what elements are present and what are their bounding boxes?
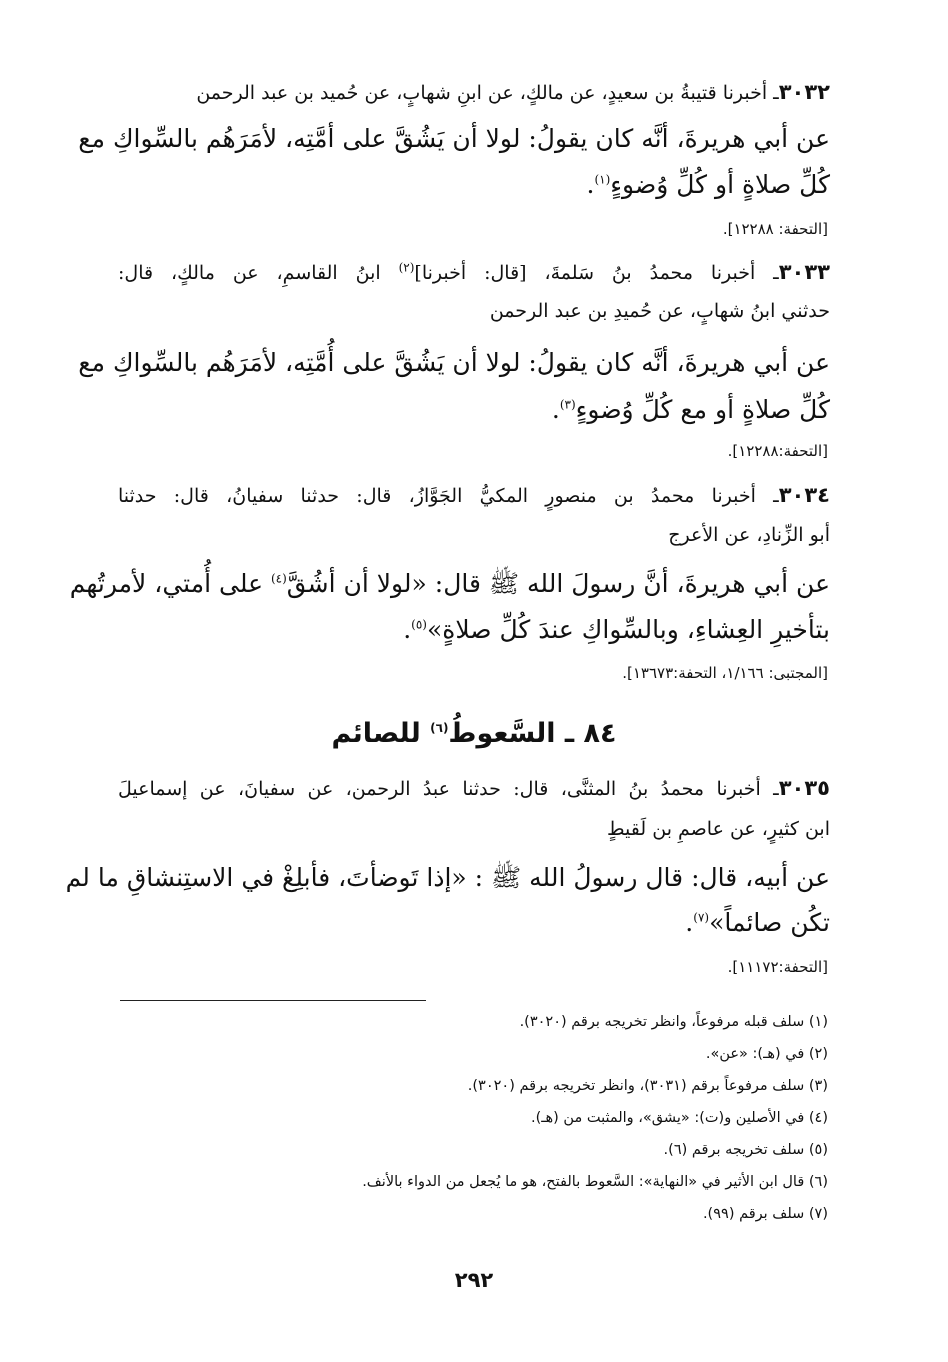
hadith-3033-reference: [التحفة:١٢٢٨٨]. — [727, 442, 828, 460]
matn-text: . — [403, 615, 412, 644]
hadith-3035-matn-line-1: عن أبيه، قال: قال رسولُ الله ﷺ : «إذا تَوضأتَ، فأبلِغْ في الاستِنشاقِ ما لم — [65, 863, 830, 892]
matn-text: كُلِّ صلاةٍ أو كُلِّ وُضوءٍ — [610, 170, 830, 199]
hadith-3034-matn-line-2 — [118, 615, 830, 644]
footnote-ref: (٦) — [430, 721, 449, 735]
hadith-number: ٣٠٣٥ — [778, 776, 830, 800]
footnote-4: (٤) في الأصلين و(ت): «يشق»، والمثبت من (هـ). — [530, 1110, 828, 1126]
footnote-ref: (٧) — [693, 910, 710, 925]
matn-text: كُلِّ صلاةٍ أو مع كُلِّ وُضوءٍ — [575, 395, 830, 424]
chapter-title: للصائم — [331, 718, 431, 749]
matn-text: على أُمتي، لأمرتُهم — [69, 569, 271, 598]
page-number: ٢٩٢ — [454, 1268, 494, 1292]
footnote-3: (٣) سلف مرفوعاً برقم (٣٠٣١)، وانظر تخريجه برقم (٣٠٢٠). — [467, 1078, 828, 1094]
hadith-3034-reference: [المجتبى: ١/١٦٦، التحفة:١٣٦٧٣]. — [622, 664, 828, 682]
hadith-3035-matn-line-2 — [118, 908, 830, 937]
chapter-title: ٨٤ ـ السَّعوطُ — [448, 718, 617, 749]
isnad-text: ـ أخبرنا محمدُ بنُ المثنَّى، قال: حدثنا عبدُ الرحمن، عن سفيانَ، عن إسماعيلَ — [118, 778, 779, 800]
hadith-3034-isnad-line-2: أبو الزِّنادِ، عن الأعرج — [668, 524, 830, 546]
hadith-number: ٣٠٣٢ — [778, 80, 830, 104]
hadith-3034-isnad-line-1 — [118, 483, 830, 507]
chapter-heading — [0, 718, 948, 749]
footnote-ref: (٢) — [398, 260, 415, 275]
hadith-3035-isnad-line-1 — [118, 776, 830, 800]
footnote-ref: (١) — [594, 172, 611, 187]
hadith-3035-isnad-line-2: ابن كثيرٍ، عن عاصمِ بن لَقيطٍ — [607, 818, 830, 840]
footnote-2: (٢) في (هـ): «عن». — [705, 1046, 828, 1062]
footnote-7: (٧) سلف برقم (٩٩). — [702, 1206, 828, 1222]
matn-text: . — [685, 908, 694, 937]
matn-text: . — [551, 395, 560, 424]
footnote-divider — [120, 1000, 426, 1001]
matn-text: عن أبي هريرةَ، أنَّ رسولَ الله ﷺ قال: «لولا أن أشُقَّ — [286, 569, 830, 598]
isnad-text: ـ أخبرنا قتيبةُ بن سعيدٍ، عن مالكٍ، عن ابنِ شهابٍ، عن حُميد بن عبد الرحمن — [196, 82, 779, 104]
isnad-text: ابنُ القاسمِ، عن مالكٍ، قال: — [118, 262, 399, 284]
hadith-number: ٣٠٣٣ — [778, 260, 831, 284]
hadith-number: ٣٠٣٤ — [778, 483, 830, 507]
hadith-3033-isnad-line-1 — [118, 260, 830, 284]
matn-text: تكُن صائماً» — [709, 908, 830, 937]
matn-text: بتأخيرِ العِشاءِ، وبالسِّواكِ عندَ كُلِّ صلاةٍ» — [426, 615, 830, 644]
isnad-text: ـ أخبرنا محمدُ بنُ سَلمةَ، [قال: أخبرنا] — [414, 262, 779, 284]
footnote-5: (٥) سلف تخريجه برقم (٦). — [663, 1142, 828, 1158]
hadith-3032-matn-line-2 — [118, 170, 830, 199]
isnad-text: ـ أخبرنا محمدُ بن منصورٍ المكيُّ الجَوَّازُ، قال: حدثنا سفيانُ، قال: حدثنا — [118, 485, 779, 507]
hadith-3032-matn-line-1: عن أبي هريرةَ، أنَّه كان يقولُ: لولا أن يَشُقَّ على أمَّتِه، لأمَرَهُم بالسِّواكِ مع — [78, 124, 830, 153]
footnote-ref: (٤) — [270, 571, 287, 586]
footnote-ref: (٥) — [411, 617, 427, 632]
hadith-3033-matn-line-1: عن أبي هريرةَ، أنَّه كان يقولُ: لولا أن يَشُقَّ على أُمَّتِه، لأمَرَهُم بالسِّواكِ مع — [78, 348, 830, 377]
hadith-3033-matn-line-2 — [118, 395, 830, 424]
hadith-3035-reference: [التحفة:١١١٧٢]. — [727, 958, 828, 976]
matn-text: . — [586, 170, 595, 199]
hadith-3032-isnad-line-1 — [118, 80, 830, 104]
footnote-1: (١) سلف قبله مرفوعاً، وانظر تخريجه برقم (٣٠٢٠). — [519, 1014, 828, 1030]
hadith-3032-reference: [التحفة: ١٢٢٨٨]. — [722, 220, 828, 238]
footnote-ref: (٣) — [559, 397, 576, 412]
hadith-3033-isnad-line-2: حدثني ابنُ شهابٍ، عن حُميدِ بن عبد الرحمن — [489, 300, 830, 322]
hadith-3034-matn-line-1 — [69, 568, 830, 605]
footnote-6: (٦) قال ابن الأثير في «النهاية»: السَّعوط بالفتح، هو ما يُجعل من الدواء بالأنف. — [362, 1174, 828, 1190]
